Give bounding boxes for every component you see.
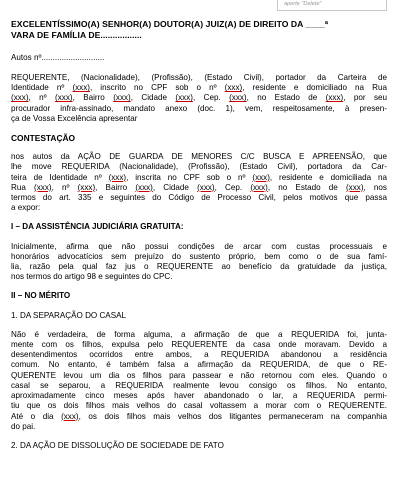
contestacao-line: lhe move REQUERIDA (Nacionalidade), (Profissão), (Estado Civil), portadora da Car- — [11, 162, 387, 172]
intro-paragraph — [11, 73, 387, 124]
intro-line: (xxx), nº (xxx), Bairro (xxx), Cidade (xxx), Cep. (xxx), no Estado de (xxx), por seu — [11, 93, 387, 103]
editor-tip-text: aperte "Delete" — [284, 0, 322, 7]
section-1-line: honorários advocatícios sem prejuízo do sustento próprio, bem como o de sua famí- — [11, 251, 387, 261]
document-body — [11, 19, 387, 451]
placeholder-field: (xxx) — [175, 93, 193, 103]
case-number: Autos nº............................ — [11, 52, 105, 62]
contestacao-line: nos autos da AÇÃO DE GUARDA DE MENORES C/C BUSCA E APREENSÃO, que — [11, 152, 387, 162]
placeholder-field: (xxx) — [345, 182, 364, 192]
subsection-1-line: mente com os filhos, expulsa pelo REQUERENTE da casa onde moravam. Devido a — [11, 340, 387, 350]
subsection-1-line: aproximadamente cinco meses após haver abandonado o lar, a REQUERIDA permi- — [11, 391, 387, 401]
court-heading-line-2: VARA DE FAMÍLIA DE................. — [11, 30, 142, 41]
placeholder-field: (xxx) — [325, 93, 344, 103]
placeholder-field: (xxx) — [229, 93, 247, 103]
court-heading-line-1: EXCELENTÍSSIMO(A) SENHOR(A) DOUTOR(A) JUIZ(A) DE DIREITO DA ____ª — [11, 19, 329, 29]
contestacao-line: Rua (xxx), nº (xxx), Bairro (xxx), Cidade (xxx), Cep. (xxx), no Estado de (xxx), nos — [11, 182, 387, 192]
placeholder-field: (xxx) — [250, 182, 268, 192]
placeholder-field: (xxx) — [108, 172, 127, 182]
placeholder-field: (xxx) — [252, 172, 270, 182]
placeholder-field: (xxx) — [11, 93, 29, 103]
section-1-title: I – DA ASSISTÊNCIA JUDICIÁRIA GRATUITA: — [11, 222, 184, 232]
section-2-title: II – NO MÉRITO — [11, 291, 71, 301]
intro-line: ça de Vossa Excelência apresentar — [11, 113, 138, 123]
subsection-2-title: 2. DA AÇÃO DE DISSOLUÇÃO DE SOCIEDADE DE FATO — [11, 440, 224, 450]
intro-line: REQUERENTE, (Nacionalidade), (Profissão), (Estado Civil), portador da Carteira de — [11, 73, 387, 83]
placeholder-field: (xxx) — [113, 93, 131, 103]
subsection-1-line: Não é verdadeira, de forma alguma, a afirmação de que a REQUERIDA foi, junta- — [11, 329, 387, 339]
contestacao-line: teira de Identidade nº (xxx), inscrita no CPF sob o nº (xxx), residente e domiciliada na — [11, 172, 387, 182]
subsection-1-line: do pai. — [11, 421, 36, 431]
subsection-1-line: desentendimentos ocorridos entre ambos, a REQUERIDA abandonou a residência — [11, 350, 387, 360]
placeholder-field: (xxx) — [55, 93, 73, 103]
placeholder-field: (xxx) — [77, 182, 96, 192]
section-1-line: Inicialmente, afirma que não possui condições de arcar com custas processuais e — [11, 241, 387, 251]
court-heading — [11, 19, 387, 42]
intro-line: procurador infra-assinado, mandato anexo (doc. 1), vem, respeitosamente, à presen- — [11, 103, 387, 113]
editor-tip-partial-line — [284, 0, 382, 1]
editor-tip-note — [277, 0, 387, 11]
placeholder-field: (xxx) — [224, 83, 243, 93]
placeholder-field: (xxx) — [61, 411, 79, 421]
placeholder-field: (xxx) — [34, 182, 52, 192]
contestacao-paragraph — [11, 152, 387, 213]
subsection-1-line: tiu que os dois filhos mais velhos do casal voltassem a morar com o REQUERENTE. — [11, 401, 387, 411]
placeholder-field: (xxx) — [135, 182, 153, 192]
subsection-1-line: Até o dia (xxx), os dois filhos mais velhos dos litigantes permaneceram na companhia — [11, 411, 387, 421]
placeholder-field: (xxx) — [72, 83, 90, 93]
section-1-line: lia, razão pela qual faz jus o REQUERENTE ao benefício da gratuidade da justiça, — [11, 262, 387, 272]
contestacao-title: CONTESTAÇÃO — [11, 133, 76, 144]
subsection-1-paragraph — [11, 330, 387, 432]
subsection-1-line: QUERENTE levou um dia os filhos para passear e não retornou com eles. Quando o — [11, 370, 387, 380]
contestacao-line: termos do art. 335 e seguintes do Código de Processo Civil, pelos motivos que passa — [11, 193, 387, 203]
contestacao-line: a expor: — [11, 203, 41, 213]
section-1-line: nos termos do artigo 98 e seguintes do CPC. — [11, 272, 173, 282]
subsection-1-line: comum. No entanto, é também falsa a afirmação da REQUERIDA, de que o RE- — [11, 360, 387, 370]
placeholder-field: (xxx) — [197, 182, 215, 192]
subsection-1-title: 1. DA SEPARAÇÃO DO CASAL — [11, 310, 126, 320]
section-1-paragraph — [11, 242, 387, 283]
intro-line: Identidade nº (xxx), inscrito no CPF sob o nº (xxx), residente e domiciliado na Rua — [11, 83, 387, 93]
subsection-1-line: casal se separou, a REQUERIDA realmente levou consigo os filhos. No entanto, — [11, 380, 387, 390]
